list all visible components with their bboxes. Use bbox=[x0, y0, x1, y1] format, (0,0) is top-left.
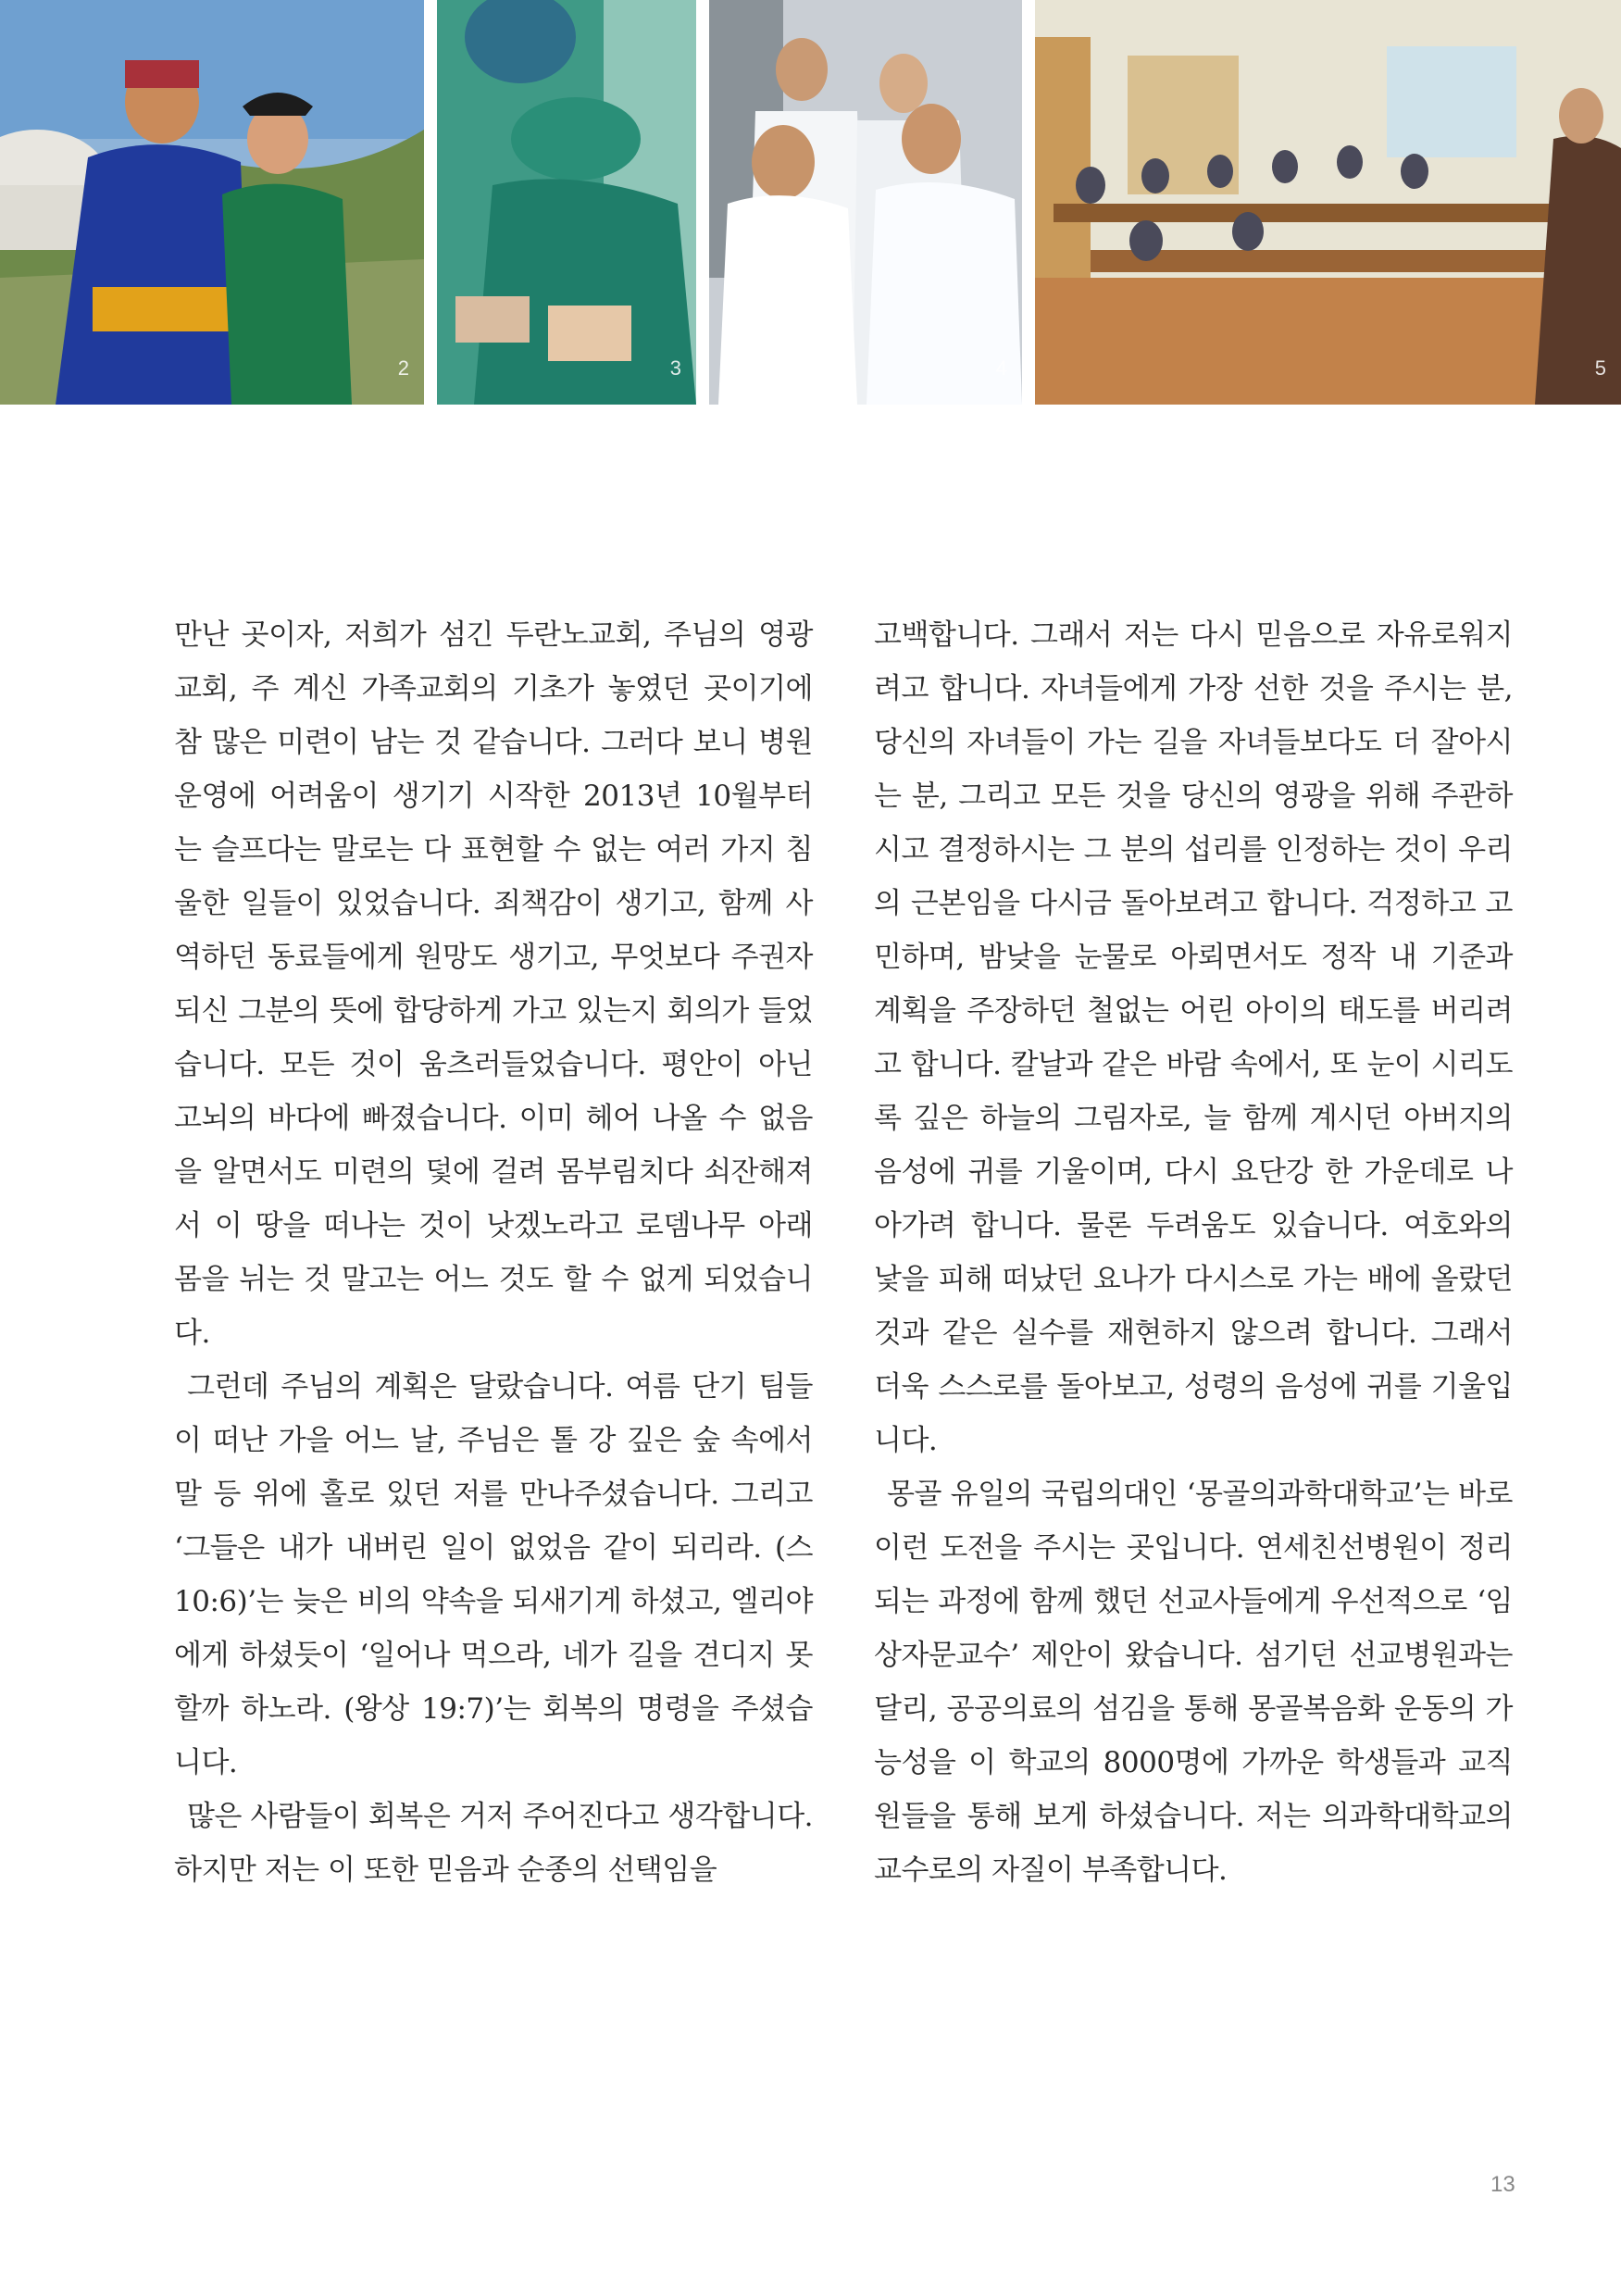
page-number: 13 bbox=[1490, 2172, 1515, 2197]
paragraph: 많은 사람들이 회복은 거저 주어진다고 생각합니다. 하지만 저는 이 또한 믿음과 순종의 선택임을 bbox=[174, 1800, 813, 1887]
photo-couple-traditional-dress bbox=[0, 0, 424, 405]
paragraph: 몽골 유일의 국립의대인 ‘몽골의과학대학교’는 바로 이런 도전을 주시는 곳입니다. 연세친선병원이 정리되는 과정에 함께 했던 선교사들에게 우선적으로 ‘임상자문교수’ 제안이 왔습니다. 섬기던 선교병원과는 달리, 공공의료의 섬김을 통해 몽골복음화 운동의 가능성을 이 학교의 8000명에 가까운 학생들과 교직원들을 통해 보게 하셨습니다. 저는 의과학대학교의 교수로의 자질이 부족합니다. bbox=[874, 1478, 1513, 1887]
photo-number: 3 bbox=[669, 356, 681, 380]
photo-surgeons bbox=[437, 0, 696, 405]
article-column-right bbox=[874, 608, 1513, 1897]
photo-doctors-image bbox=[709, 0, 1022, 405]
photo-classroom-image bbox=[1035, 0, 1621, 405]
article-column-left bbox=[174, 608, 813, 1897]
paragraph: 만난 곳이자, 저희가 섬긴 두란노교회, 주님의 영광교회, 주 계신 가족교회의 기초가 놓였던 곳이기에 참 많은 미련이 남는 것 같습니다. 그러다 보니 병원 운영에 어려움이 생기기 시작한 2013년 10월부터는 슬프다는 말로는 다 표현할 수 없는 여러 가지 침울한 일들이 있었습니다. 죄책감이 생기고, 함께 사역하던 동료들에게 원망도 생기고, 무엇보다 주권자 되신 그분의 뜻에 합당하게 가고 있는지 회의가 들었습니다. 모든 것이 움츠러들었습니다. 평안이 아닌 고뇌의 바다에 빠졌습니다. 이미 헤어 나올 수 없음을 알면서도 미련의 덫에 걸려 몸부림치다 쇠잔해져서 이 땅을 떠나는 것이 낫겠노라고 로뎀나무 아래 몸을 뉘는 것 말고는 어느 것도 할 수 없게 되었습니다. bbox=[174, 618, 813, 1350]
photo-surgeons-image bbox=[437, 0, 696, 405]
photo-classroom bbox=[1035, 0, 1621, 405]
photo-doctors bbox=[709, 0, 1022, 405]
photo-number: 5 bbox=[1594, 356, 1606, 380]
paragraph: 고백합니다. 그래서 저는 다시 믿음으로 자유로워지려고 합니다. 자녀들에게 가장 선한 것을 주시는 분, 당신의 자녀들이 가는 길을 자녀들보다도 더 잘아시는 분, 그리고 모든 것을 당신의 영광을 위해 주관하시고 결정하시는 그 분의 섭리를 인정하는 것이 우리의 근본임을 다시금 돌아보려고 합니다. 걱정하고 고민하며, 밤낮을 눈물로 아뢰면서도 정작 내 기준과 계획을 주장하던 철없는 어린 아이의 태도를 버리려고 합니다. 칼날과 같은 바람 속에서, 또 눈이 시리도록 깊은 하늘의 그림자로, 늘 함께 계시던 아버지의 음성에 귀를 기울이며, 다시 요단강 한 가운데로 나아가려 합니다. 물론 두려움도 있습니다. 여호와의 낯을 피해 떠났던 요나가 다시스로 가는 배에 올랐던 것과 같은 실수를 재현하지 않으려 합니다. 그래서 더욱 스스로를 돌아보고, 성령의 음성에 귀를 기울입니다. bbox=[874, 618, 1513, 1457]
photo-number: 2 bbox=[397, 356, 409, 380]
photo-couple-image bbox=[0, 0, 424, 405]
paragraph: 그런데 주님의 계획은 달랐습니다. 여름 단기 팀들이 떠난 가을 어느 날, 주님은 톨 강 깊은 숲 속에서 말 등 위에 홀로 있던 저를 만나주셨습니다. 그리고 ‘그들은 내가 내버린 일이 없었음 같이 되리라. (스10:6)’는 늦은 비의 약속을 되새기게 하셨고, 엘리야에게 하셨듯이 ‘일어나 먹으라, 네가 길을 견디지 못할까 하노라. (왕상 19:7)’는 회복의 명령을 주셨습니다. bbox=[174, 1370, 813, 1779]
photo-number: 4 bbox=[995, 356, 1007, 380]
